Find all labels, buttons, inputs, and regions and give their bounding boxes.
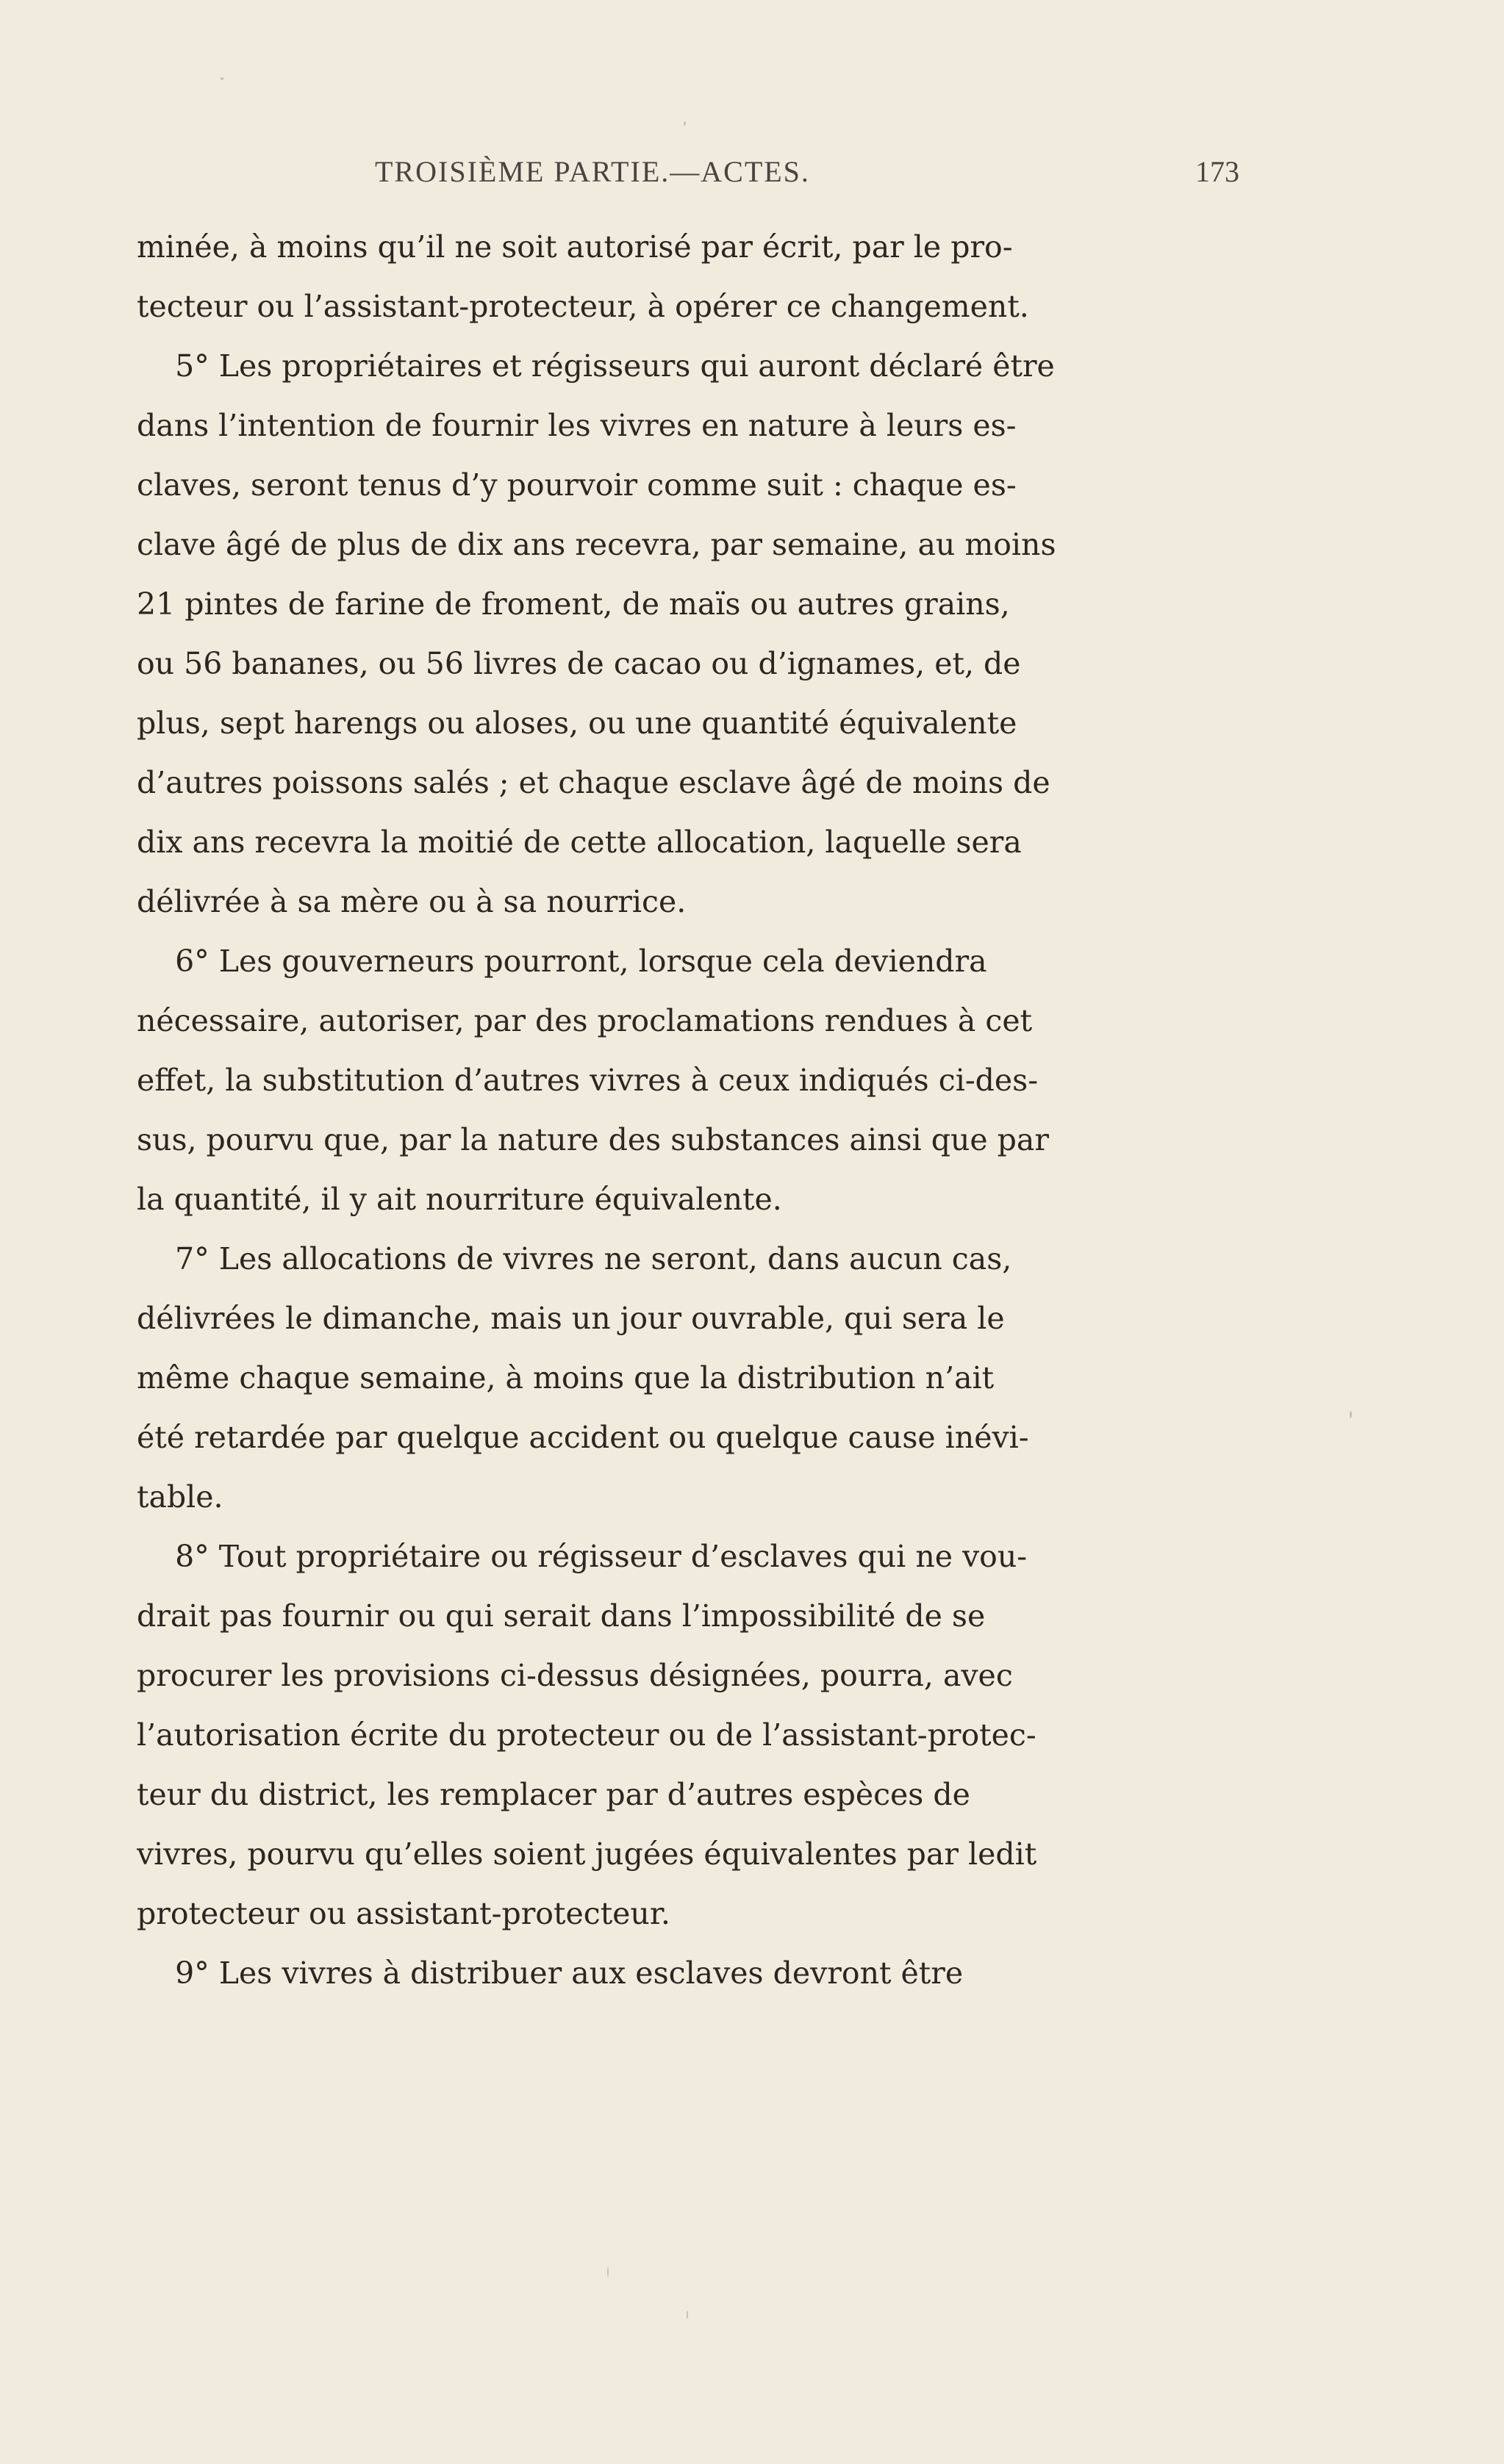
text-line: 21 pintes de farine de froment, de maïs ou autres grains,	[137, 586, 1010, 622]
paper-speck	[687, 2310, 688, 2319]
text-line: claves, seront tenus d’y pourvoir comme suit : chaque es-	[137, 467, 1017, 503]
text-line: protecteur ou assistant-protecteur.	[137, 1896, 670, 1931]
body-text	[137, 218, 1228, 2003]
text-line: délivrées le dimanche, mais un jour ouvrable, qui sera le	[137, 1301, 1005, 1336]
text-line: 7° Les allocations de vivres ne seront, dans aucun cas,	[137, 1241, 1012, 1276]
text-line: clave âgé de plus de dix ans recevra, par semaine, au moins	[137, 527, 1056, 562]
text-line: d’autres poissons salés ; et chaque esclave âgé de moins de	[137, 765, 1050, 800]
text-line: l’autorisation écrite du protecteur ou de l’assistant-protec-	[137, 1717, 1036, 1753]
paper-speck	[684, 121, 686, 126]
text-line: plus, sept harengs ou aloses, ou une quantité équivalente	[137, 705, 1017, 741]
text-line: la quantité, il y ait nourriture équivalente.	[137, 1182, 782, 1217]
text-line: dans l’intention de fournir les vivres en nature à leurs es-	[137, 408, 1017, 443]
paper-speck	[221, 77, 223, 80]
text-line: teur du district, les remplacer par d’autres espèces de	[137, 1777, 970, 1812]
text-line: ou 56 bananes, ou 56 livres de cacao ou d’ignames, et, de	[137, 646, 1021, 681]
text-line: même chaque semaine, à moins que la distribution n’ait	[137, 1360, 995, 1396]
text-line: procurer les provisions ci-dessus désignées, pourra, avec	[137, 1658, 1013, 1693]
text-line: nécessaire, autoriser, par des proclamations rendues à cet	[137, 1003, 1033, 1038]
text-line: 6° Les gouverneurs pourront, lorsque cela deviendra	[137, 944, 987, 979]
text-line: effet, la substitution d’autres vivres à ceux indiqués ci-des-	[137, 1063, 1039, 1098]
text-line: drait pas fournir ou qui serait dans l’impossibilité de se	[137, 1598, 986, 1634]
text-line: dix ans recevra la moitié de cette allocation, laquelle sera	[137, 825, 1022, 860]
text-line: minée, à moins qu’il ne soit autorisé par écrit, par le pro-	[137, 229, 1013, 265]
page-header	[316, 154, 1239, 198]
paper-speck	[607, 2267, 609, 2277]
text-line: 8° Tout propriétaire ou régisseur d’esclaves qui ne vou-	[137, 1539, 1028, 1574]
text-line: tecteur ou l’assistant-protecteur, à opérer ce changement.	[137, 289, 1029, 324]
text-line: sus, pourvu que, par la nature des substances ainsi que par	[137, 1122, 1049, 1157]
text-line: délivrée à sa mère ou à sa nourrice.	[137, 884, 687, 919]
page-number: 173	[1195, 155, 1239, 188]
paper-speck	[1350, 1411, 1352, 1418]
text-line: 9° Les vivres à distribuer aux esclaves devront être	[137, 1955, 964, 1991]
text-line: été retardée par quelque accident ou quelque cause inévi-	[137, 1420, 1029, 1455]
text-line: vivres, pourvu qu’elles soient jugées équivalentes par ledit	[137, 1836, 1037, 1872]
text-line: table.	[137, 1479, 223, 1515]
text-line: 5° Les propriétaires et régisseurs qui auront déclaré être	[137, 348, 1055, 384]
running-title: TROISIÈME PARTIE.—ACTES.	[375, 155, 810, 188]
